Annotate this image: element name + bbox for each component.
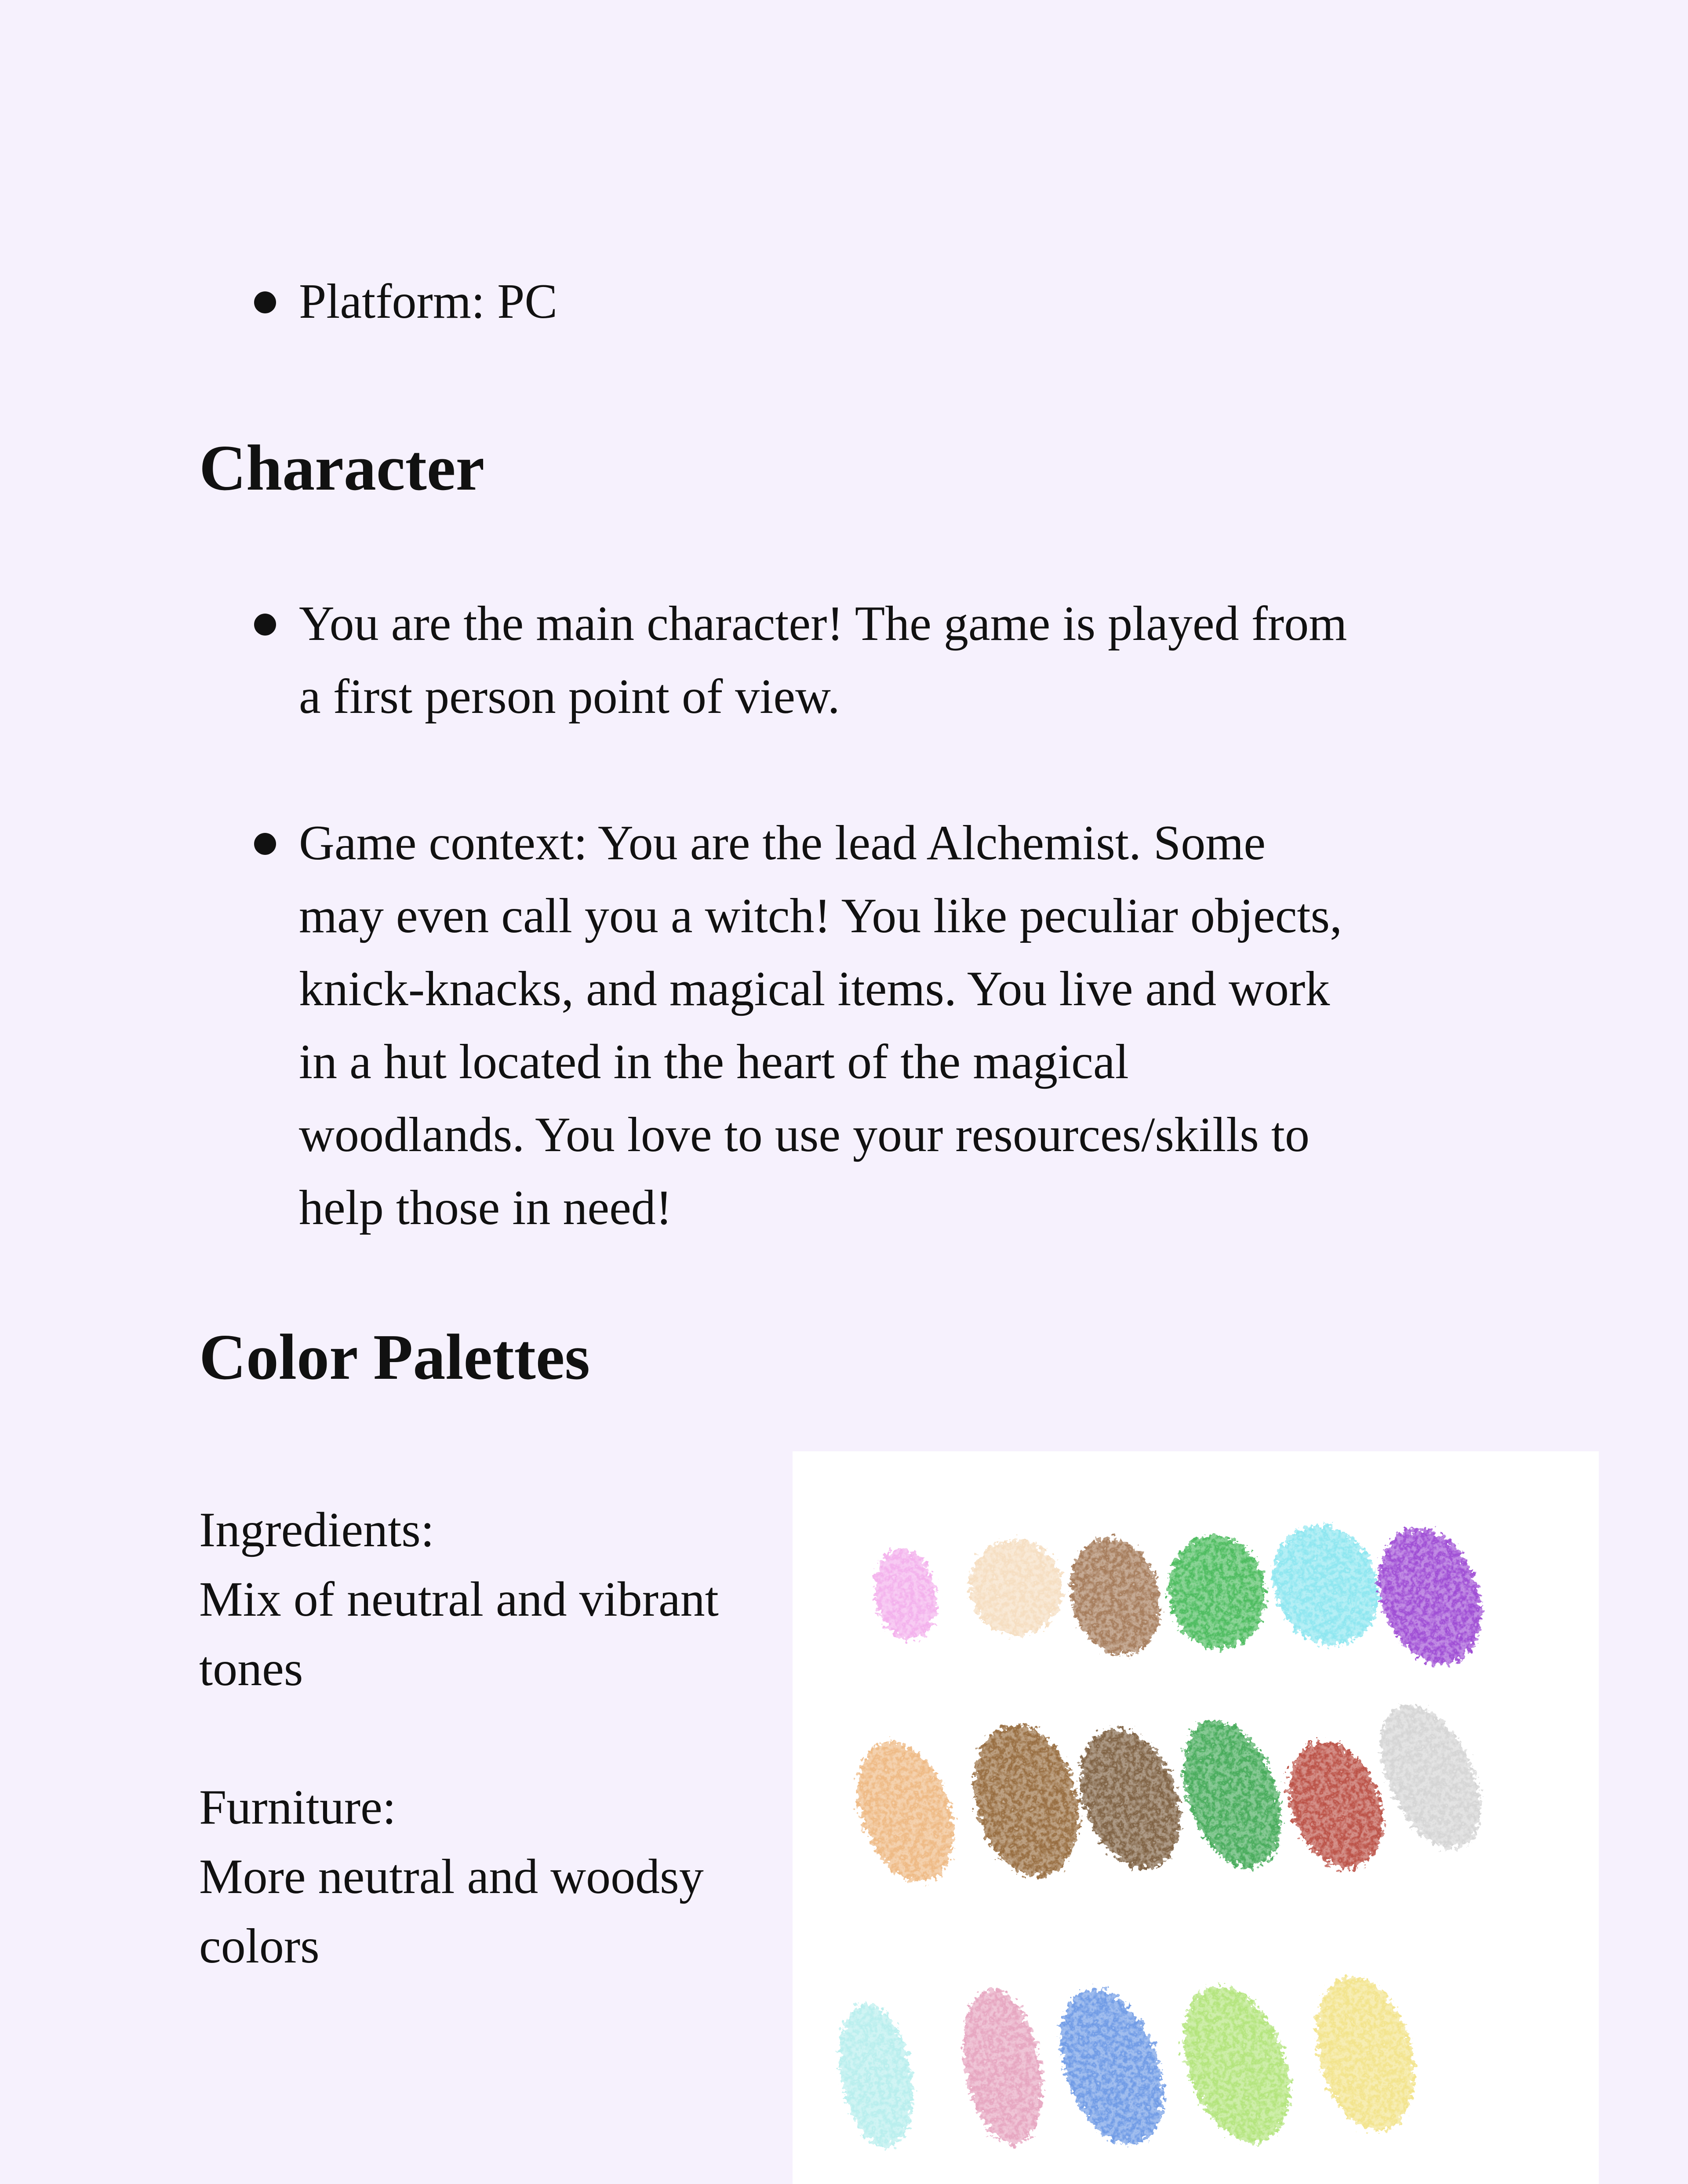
furniture-label: Furniture:	[199, 1780, 396, 1835]
color-swatch	[1062, 1715, 1198, 1882]
character-item-context: Game context: You are the lead Alchemist. Some may even call you a witch! You like peculiar objects, knick-knacks, and magical items. You live and work in a hut located in the heart of the magical woodlands. You love to use your resources/skills to help those in need!	[299, 816, 1342, 1235]
color-swatch	[1057, 1528, 1173, 1665]
color-swatch	[829, 1998, 924, 2153]
bullet-dot	[254, 614, 276, 636]
color-swatch	[956, 1526, 1076, 1649]
color-swatch	[958, 1713, 1095, 1888]
ingredients-description: Mix of neutral and vibrant tones	[199, 1572, 719, 1696]
color-swatch	[1300, 1965, 1430, 2142]
palette-swatches-canvas	[793, 1451, 1599, 2184]
color-palettes-heading: Color Palettes	[199, 1321, 590, 1393]
color-swatch	[1254, 1508, 1398, 1663]
color-swatch	[1163, 1972, 1310, 2158]
platform-item: Platform: PC	[299, 274, 558, 329]
ingredients-label: Ingredients:	[199, 1503, 434, 1557]
color-swatch	[867, 1543, 944, 1645]
color-swatch	[1361, 1689, 1501, 1864]
character-heading: Character	[199, 432, 485, 504]
character-item-main: You are the main character! The game is played from a first person point of view.	[299, 596, 1347, 724]
bullet-dot	[254, 291, 276, 313]
palette-swatches-image	[793, 1451, 1599, 2184]
bullet-dot	[254, 833, 276, 855]
color-swatch	[952, 1982, 1053, 2151]
color-swatch	[1159, 1527, 1274, 1657]
color-swatch	[840, 1729, 972, 1895]
color-swatch	[1361, 1514, 1499, 1679]
color-swatch	[1272, 1728, 1400, 1882]
color-swatch	[1164, 1707, 1300, 1881]
color-swatch	[1040, 1974, 1183, 2159]
furniture-description: More neutral and woodsy colors	[199, 1850, 704, 1973]
